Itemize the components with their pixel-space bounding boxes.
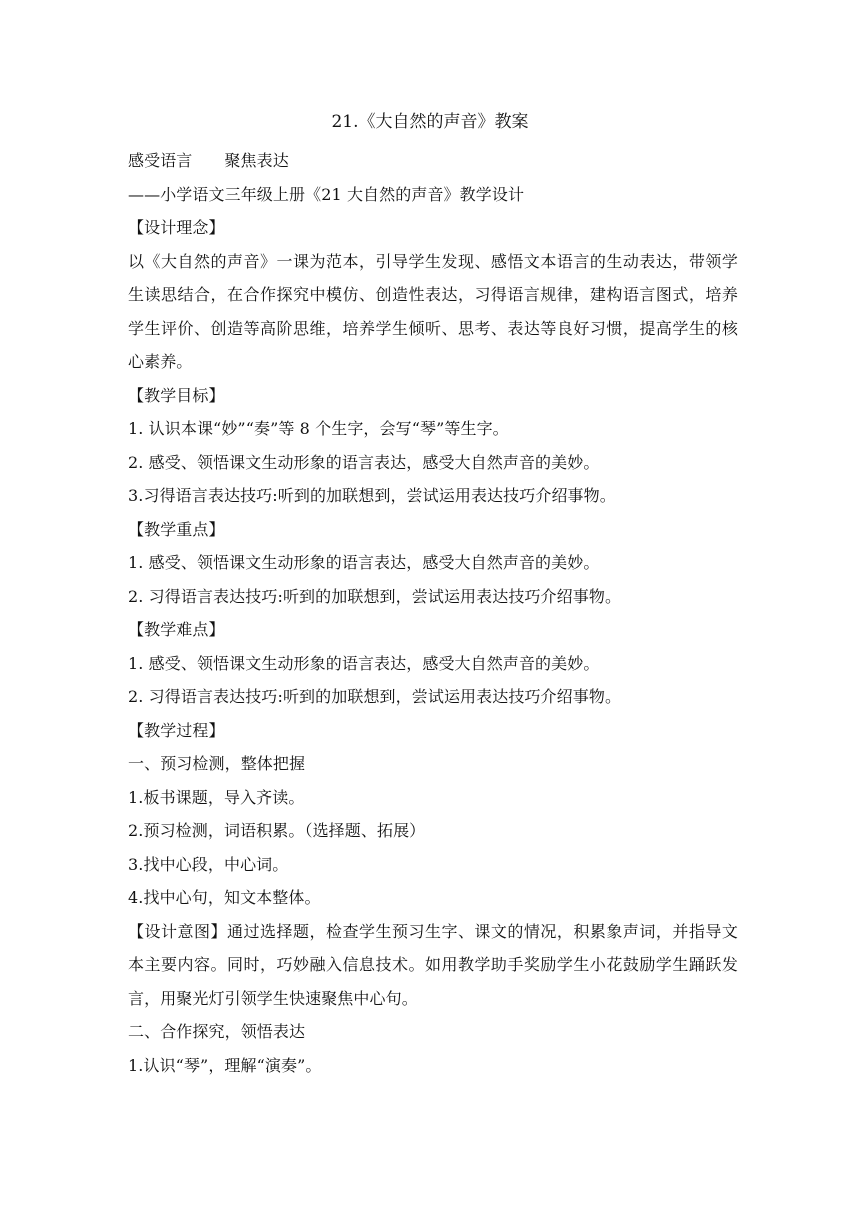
goals-heading: 【教学目标】 [128,385,225,405]
part1-heading: 一、预习检测，整体把握 [128,754,306,773]
series-line: ——小学语文三年级上册《21 大自然的声音》教学设计 [128,184,525,204]
subtitle-line [128,144,738,178]
goal-item-2: 2. 感受、领悟课文生动形象的语言表达，感受大自然声音的美妙。 [128,452,600,472]
key-point-item-2: 2. 习得语言表达技巧:听到的加联想到，尝试运用表达技巧介绍事物。 [128,586,622,606]
part1-item-2: 2.预习检测，词语积累。（选择题、拓展） [128,821,426,840]
part1-item-4: 4.找中心句，知文本整体。 [128,888,321,907]
part2-item-1: 1.认识“琴”，理解“演奏”。 [128,1055,322,1075]
subtitle-left: 感受语言 [128,151,193,170]
key-points-heading: 【教学重点】 [128,519,225,539]
difficulty-item-2: 2. 习得语言表达技巧:听到的加联想到，尝试运用表达技巧介绍事物。 [128,687,622,706]
design-intent-paragraph [128,915,738,1016]
goal-item-1: 1. 认识本课“妙”“奏”等 8 个生字，会写“琴”等生字。 [128,419,509,438]
design-intent-text: 通过选择题，检查学生预习生字、课文的情况，积累象声词，并指导文本主要内容。同时，巧妙融入信息技术。如用教学助手奖励学生小花鼓励学生踊跃发言，用聚光灯引领学生快速聚焦中心句。 [128,921,738,1008]
process-heading: 【教学过程】 [128,720,225,740]
part1-item-3: 3.找中心段，中心词。 [128,854,289,874]
subtitle-right: 聚焦表达 [224,151,289,170]
design-concept-heading: 【设计理念】 [128,218,225,237]
part1-item-1: 1.板书课题，导入齐读。 [128,787,305,807]
document-title: 21.《大自然的声音》教案 [331,112,529,132]
difficulties-heading: 【教学难点】 [128,620,225,639]
goal-item-3: 3.习得语言表达技巧:听到的加联想到，尝试运用表达技巧介绍事物。 [128,486,616,505]
key-point-item-1: 1. 感受、领悟课文生动形象的语言表达，感受大自然声音的美妙。 [128,553,600,572]
difficulty-item-1: 1. 感受、领悟课文生动形象的语言表达，感受大自然声音的美妙。 [128,653,600,673]
design-concept-paragraph: 以《大自然的声音》一课为范本，引导学生发现、感悟文本语言的生动表达，带领学生读思结合，在合作探究中模仿、创造性表达，习得语言规律，建构语言图式，培养学生评价、创造等高阶思维，培养学生倾听、思考、表达等良好习惯，提高学生的核心素养。 [128,251,738,371]
design-intent-label: 【设计意图】 [128,921,227,941]
part2-heading: 二、合作探究，领悟表达 [128,1022,306,1041]
document-body [128,144,738,1082]
